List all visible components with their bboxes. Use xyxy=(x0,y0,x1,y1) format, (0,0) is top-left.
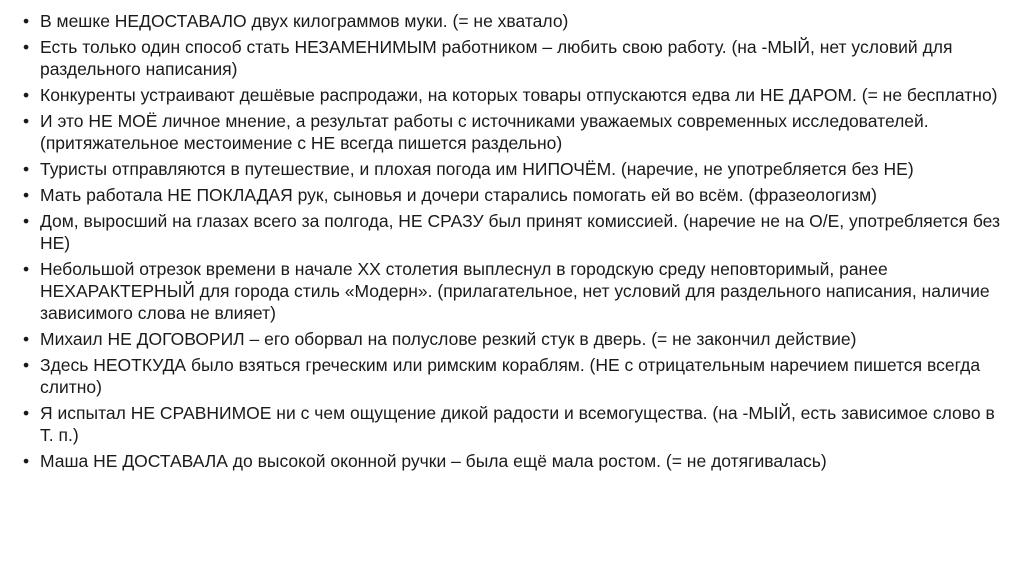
list-item-text: Туристы отправляются в путешествие, и плохая погода им НИПОЧЁМ. (наречие, не употребляется без НЕ) xyxy=(40,159,914,179)
list-item xyxy=(22,450,1006,472)
list-item xyxy=(22,354,1006,398)
bullet-dot-icon: • xyxy=(23,185,30,205)
list-item xyxy=(22,36,1006,80)
list-item xyxy=(22,184,1006,206)
bullet-dot-icon: • xyxy=(23,403,30,423)
bullet-dot-icon: • xyxy=(23,329,30,349)
bullet-dot-icon: • xyxy=(23,259,30,279)
bullet-dot-icon: • xyxy=(23,111,30,131)
list-item-text: И это НЕ МОЁ личное мнение, а результат работы с источниками уважаемых современных исследователей. (притяжательное местоимение с НЕ всегда пишется раздельно) xyxy=(40,111,929,153)
list-item-text: Есть только один способ стать НЕЗАМЕНИМЫМ работником – любить свою работу. (на -МЫЙ, нет условий для раздельного написания) xyxy=(40,37,953,79)
list-item xyxy=(22,10,1006,32)
list-item xyxy=(22,110,1006,154)
list-item-text: Михаил НЕ ДОГОВОРИЛ – его оборвал на полуслове резкий стук в дверь. (= не закончил действие) xyxy=(40,329,857,349)
bullet-dot-icon: • xyxy=(23,11,30,31)
list-item xyxy=(22,402,1006,446)
bullet-dot-icon: • xyxy=(23,211,30,231)
list-item-text: Мать работала НЕ ПОКЛАДАЯ рук, сыновья и дочери старались помогать ей во всём. (фразеологизм) xyxy=(40,185,877,205)
list-item xyxy=(22,84,1006,106)
list-item xyxy=(22,210,1006,254)
list-item xyxy=(22,158,1006,180)
bullet-dot-icon: • xyxy=(23,451,30,471)
list-item xyxy=(22,328,1006,350)
bullet-dot-icon: • xyxy=(23,159,30,179)
list-item xyxy=(22,258,1006,324)
list-item-text: Маша НЕ ДОСТАВАЛА до высокой оконной ручки – была ещё мала ростом. (= не дотягивалась) xyxy=(40,451,827,471)
bullet-dot-icon: • xyxy=(23,85,30,105)
bullet-dot-icon: • xyxy=(23,37,30,57)
bullet-dot-icon: • xyxy=(23,355,30,375)
list-item-text: Здесь НЕОТКУДА было взяться греческим или римским кораблям. (НЕ с отрицательным наречием пишется всегда слитно) xyxy=(40,355,981,397)
list-item-text: Конкуренты устраивают дешёвые распродажи, на которых товары отпускаются едва ли НЕ ДАРОМ. (= не бесплатно) xyxy=(40,85,998,105)
bullet-list xyxy=(22,10,1006,472)
list-item-text: Дом, выросший на глазах всего за полгода, НЕ СРАЗУ был принят комиссией. (наречие не на О/Е, употребляется без НЕ) xyxy=(40,211,1001,253)
list-item-text: Небольшой отрезок времени в начале XX столетия выплеснул в городскую среду неповторимый, ранее НЕХАРАКТЕРНЫЙ для города стиль «Модерн». (прилагательное, нет условий для раздельного написания, наличие зависимого слова не влияет) xyxy=(40,259,990,323)
list-item-text: Я испытал НЕ СРАВНИМОЕ ни с чем ощущение дикой радости и всемогущества. (на -МЫЙ, есть зависимое слово в Т. п.) xyxy=(40,403,995,445)
list-item-text: В мешке НЕДОСТАВАЛО двух килограммов муки. (= не хватало) xyxy=(40,11,569,31)
